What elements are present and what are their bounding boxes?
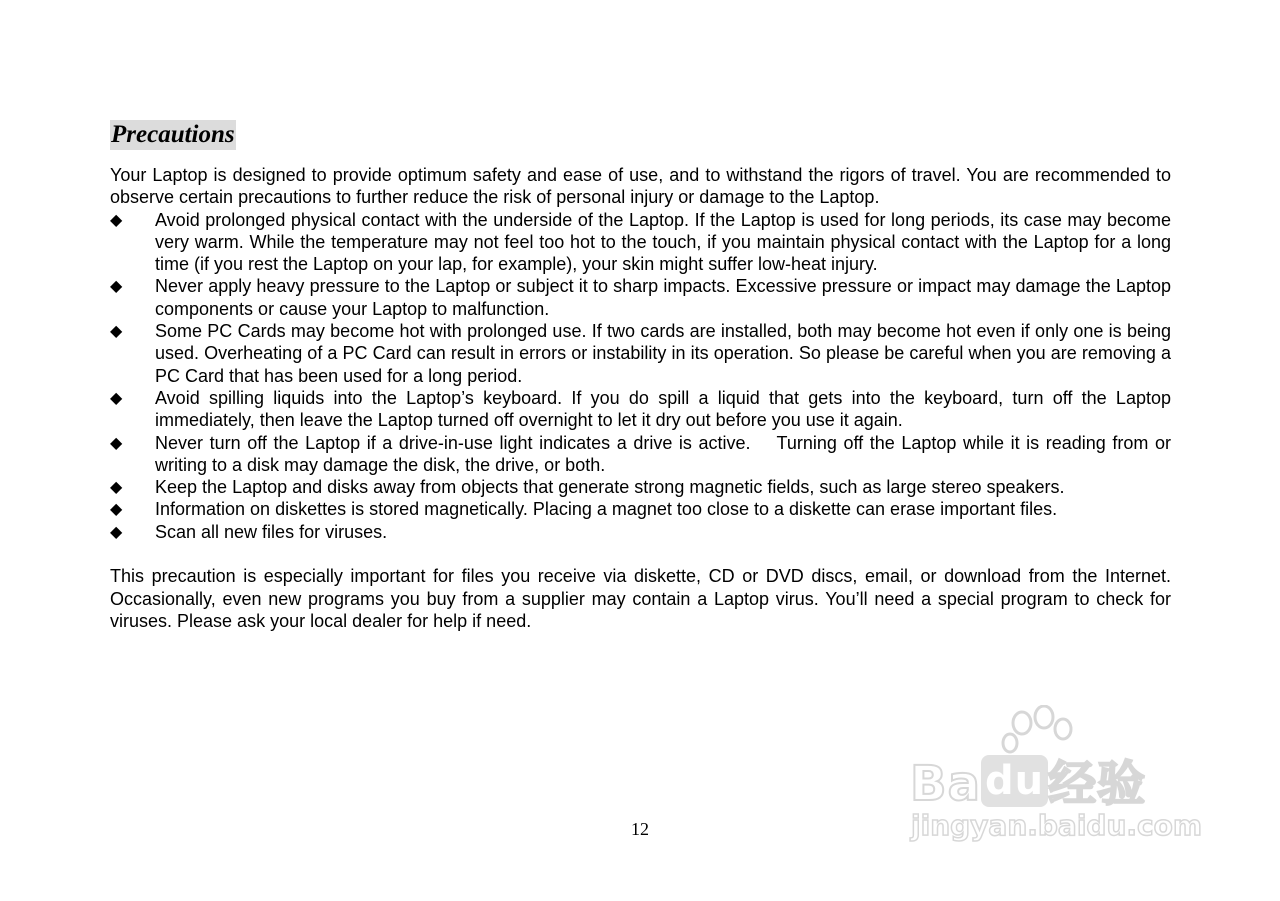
list-item [110,320,1171,387]
list-item [110,275,1171,320]
intro-paragraph: Your Laptop is designed to provide optimum safety and ease of use, and to withstand the rigors of travel. You are recommended to observe certain precautions to further reduce the risk of personal injury or damage to the Laptop. [110,165,1171,208]
list-item-text: Some PC Cards may become hot with prolonged use. If two cards are installed, both may become hot even if only one is being used. Overheating of a PC Card can result in errors or instability in its operation. So please be careful when you are removing a PC Card that has been used for a long period. [155,321,1171,386]
list-item-text: Information on diskettes is stored magnetically. Placing a magnet too close to a diskette can erase important files. [155,499,1058,520]
diamond-bullet-icon: ◆ [110,499,123,519]
watermark-brand-boxed: du [981,755,1048,807]
page-number: 12 [631,819,649,839]
section-heading: Precautions [111,121,235,148]
list-item-text: Never turn off the Laptop if a drive-in-use light indicates a drive is active. Turning off the Laptop while it is reading from or writing to a disk may damage the disk, the drive, or both. [155,432,1177,475]
list-item [110,387,1171,432]
list-item-text: Scan all new files for viruses. [155,521,388,542]
closing-paragraph: This precaution is especially important for files you receive via diskette, CD or DVD discs, email, or download from the Internet. Occasionally, even new programs you buy from a supplier may contain a Laptop virus. You’ll need a special program to check for viruses. Please ask your local dealer for help if need. [110,566,1171,631]
paragraph-spacer [110,543,1171,565]
diamond-bullet-icon: ◆ [110,276,123,296]
watermark-domain: jingyan.baidu.com [911,809,1203,842]
list-item [110,521,1171,543]
watermark-brand-suffix: 经验 [1048,756,1147,812]
document-page [110,120,1177,632]
diamond-bullet-icon: ◆ [110,321,123,341]
diamond-bullet-icon: ◆ [110,209,123,229]
list-item [110,432,1177,477]
diamond-bullet-icon: ◆ [110,521,123,541]
baidu-jingyan-watermark [905,705,1205,855]
list-item-text: Avoid prolonged physical contact with the underside of the Laptop. If the Laptop is used for long periods, its case may become very warm. While the temperature may not feel too hot to the touch, if you maintain physical contact with the Laptop for a long time (if you rest the Laptop on your lap, for example), your skin might suffer low-heat injury. [155,209,1171,275]
list-item [110,476,1171,498]
diamond-bullet-icon: ◆ [110,432,123,452]
diamond-bullet-icon: ◆ [110,477,123,497]
list-item [110,498,1171,520]
list-item-text: Avoid spilling liquids into the Laptop’s keyboard. If you do spill a liquid that gets into the keyboard, turn off the Laptop immediately, then leave the Laptop turned off overnight to let it dry out before you use it again. [155,387,1171,431]
diamond-bullet-icon: ◆ [110,387,123,407]
watermark-brand [910,745,1146,814]
watermark-brand-prefix: Ba [910,756,981,812]
precautions-list [110,209,1177,543]
list-item-text: Keep the Laptop and disks away from objects that generate strong magnetic fields, such as large stereo speakers. [155,477,1065,498]
list-item-text: Never apply heavy pressure to the Laptop or subject it to sharp impacts. Excessive pressure or impact may damage the Laptop components or cause your Laptop to malfunction. [155,276,1171,319]
list-item [110,209,1171,276]
